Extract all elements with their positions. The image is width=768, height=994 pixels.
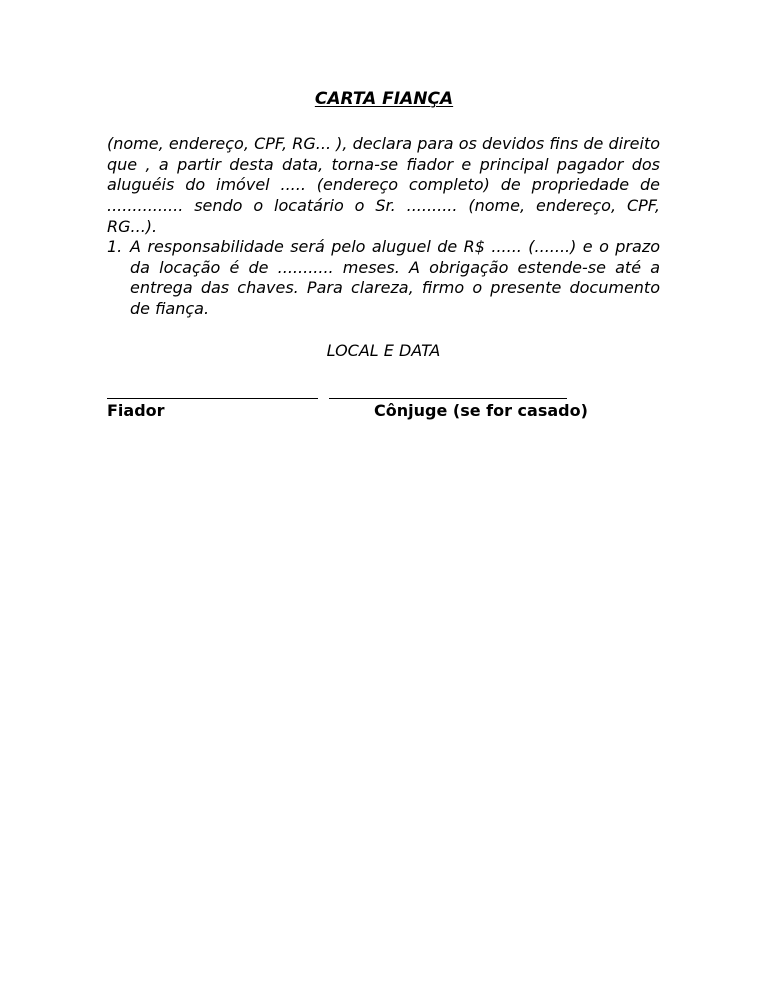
guarantor-label: Fiador <box>107 401 165 420</box>
spouse-label: Cônjuge (se for casado) <box>374 401 588 420</box>
guarantor-signature-line <box>107 398 318 399</box>
local-and-date: LOCAL E DATA <box>326 341 441 360</box>
declaration-paragraph: (nome, endereço, CPF, RG... ), declara para os devidos fins de direito que , a partir desta data, torna-se fiador e principal pagador dos aluguéis do imóvel ..... (endereço completo) de propriedade de ............... sendo o locatário o Sr. .......... (nome, endereço, CPF, RG...). <box>107 134 660 236</box>
list-item <box>107 237 660 320</box>
list-item-text: A responsabilidade será pelo aluguel de R$ ...... (.......) e o prazo da locação é de ........... meses. A obrigação estende-se até a entrega das chaves. Para clareza, firmo o presente documento de fiança. <box>130 237 660 319</box>
list-item-number: 1. <box>107 237 123 256</box>
spouse-signature-line <box>329 398 567 399</box>
document-title: CARTA FIANÇA <box>314 89 454 109</box>
